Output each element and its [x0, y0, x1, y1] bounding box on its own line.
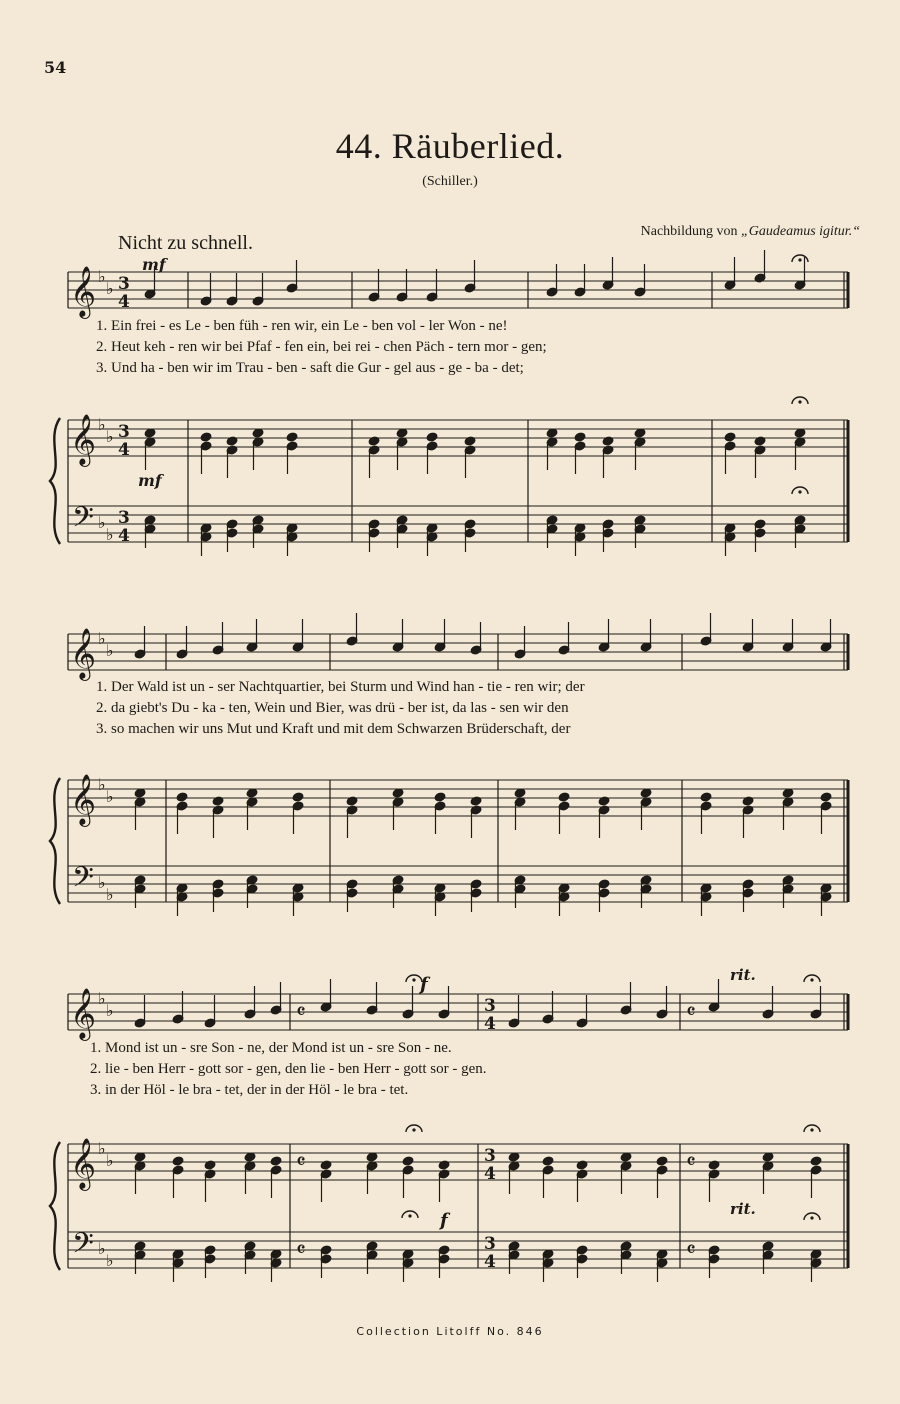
piano-treble-note — [708, 1160, 720, 1170]
piano-treble-note — [320, 1160, 332, 1170]
lyric-line: 3. so machen wir uns Mut und Kraft und mit dem Schwarzen Brüderschaft, der — [96, 721, 571, 737]
bass-clef-icon: 𝄢 — [72, 861, 94, 901]
lyric-line: 2. lie - ben Herr - gott sor - gen, den lie - ben Herr - gott sor - gen. — [90, 1061, 487, 1077]
flat-sign-icon: ♭ — [106, 279, 114, 298]
brace — [50, 1142, 60, 1270]
piano-treble-note — [346, 796, 358, 806]
piano-treble-note — [754, 436, 766, 446]
flat-sign-icon: ♭ — [98, 873, 106, 892]
attribution-work: „Gaudeamus igitur.“ — [740, 224, 860, 239]
flat-sign-icon: ♭ — [106, 885, 114, 904]
time-signature: 3 — [118, 422, 130, 442]
time-signature: 4 — [484, 1014, 496, 1034]
tempo-marking: Nicht zu schnell. — [118, 232, 253, 254]
fermata-icon — [810, 978, 813, 981]
piano-treble-note — [226, 436, 238, 446]
fermata-icon — [810, 1128, 813, 1131]
flat-sign-icon: ♭ — [98, 415, 106, 434]
piano-treble-note — [426, 432, 438, 442]
flat-sign-icon: ♭ — [98, 513, 106, 532]
piano-treble-note — [820, 792, 832, 802]
common-time-icon: 𝄴 — [686, 1238, 696, 1263]
time-signature: 4 — [118, 292, 130, 312]
lyric-line: 3. Und ha - ben wir im Trau - ben - saft die Gur - gel aus - ge - ba - det; — [96, 360, 524, 376]
lyric-line: 2. da giebt's Du - ka - ten, Wein und Bier, was drü - ber ist, da las - sen wir den — [96, 700, 569, 716]
fermata-icon — [798, 490, 801, 493]
flat-sign-icon: ♭ — [106, 1151, 114, 1170]
flat-sign-icon: ♭ — [98, 775, 106, 794]
piano-treble-note — [576, 1160, 588, 1170]
piano-treble-note — [602, 436, 614, 446]
brace — [50, 418, 60, 544]
treble-clef-icon: 𝄞 — [70, 774, 97, 825]
time-signature: 3 — [118, 508, 130, 528]
common-time-icon: 𝄴 — [686, 1150, 696, 1175]
treble-clef-icon: 𝄞 — [70, 1138, 97, 1189]
piano-treble-note — [742, 796, 754, 806]
piano-treble-note — [724, 432, 736, 442]
piano-treble-note — [172, 1156, 184, 1166]
lyric-line: 2. Heut keh - ren wir bei Pfaf - fen ein, bei rei - chen Päch - tern mor - gen; — [96, 339, 547, 355]
fermata-icon — [810, 1216, 813, 1219]
piano-treble-note — [212, 796, 224, 806]
time-signature: 3 — [484, 996, 496, 1016]
fermata-icon — [412, 1128, 415, 1131]
piano-treble-note — [542, 1156, 554, 1166]
piano-treble-note — [402, 1156, 414, 1166]
dynamic-mf: mf — [142, 255, 166, 274]
piano-treble-note — [204, 1160, 216, 1170]
treble-clef-icon: 𝄞 — [70, 988, 97, 1039]
piano-treble-note — [598, 796, 610, 806]
lyrics-system-3 — [90, 1038, 487, 1101]
piano-treble-note — [656, 1156, 668, 1166]
lyric-line: 1. Ein frei - es Le - ben füh - ren wir, ein Le - ben vol - ler Won - ne! — [96, 318, 508, 334]
lyrics-system-2 — [96, 677, 585, 740]
piano-treble-note — [470, 796, 482, 806]
flat-sign-icon: ♭ — [98, 1139, 106, 1158]
bass-clef-icon: 𝄢 — [72, 501, 94, 541]
time-signature: 3 — [484, 1234, 496, 1254]
ritardando-marking: rit. — [730, 966, 756, 984]
time-signature: 3 — [118, 274, 130, 294]
piano-treble-note — [438, 1160, 450, 1170]
piano-treble-note — [464, 436, 476, 446]
piano-treble-note — [558, 792, 570, 802]
time-signature: 4 — [118, 440, 130, 460]
brace — [50, 778, 60, 904]
ritardando-marking: rit. — [730, 1200, 756, 1218]
page-number: 54 — [44, 58, 67, 77]
time-signature: 4 — [484, 1164, 496, 1184]
treble-clef-icon: 𝄞 — [70, 266, 97, 317]
common-time-icon: 𝄴 — [296, 1150, 306, 1175]
lyrics-system-1 — [96, 316, 547, 379]
piano-treble-note — [810, 1156, 822, 1166]
treble-clef-icon: 𝄞 — [70, 414, 97, 465]
piano-treble-note — [200, 432, 212, 442]
piano-treble-note — [434, 792, 446, 802]
lyric-line: 1. Der Wald ist un - ser Nachtquartier, bei Sturm und Wind han - tie - ren wir; der — [96, 679, 585, 695]
time-signature: 4 — [118, 526, 130, 546]
bass-clef-icon: 𝄢 — [72, 1227, 94, 1267]
treble-clef-icon: 𝄞 — [70, 628, 97, 679]
fermata-icon — [798, 400, 801, 403]
piano-treble-note — [270, 1156, 282, 1166]
flat-sign-icon: ♭ — [98, 629, 106, 648]
dynamic-f: f — [420, 974, 428, 995]
attribution-prefix: Nachbildung von — [640, 224, 741, 239]
flat-sign-icon: ♭ — [106, 641, 114, 660]
publisher-footer: Collection Litolff No. 846 — [356, 1325, 544, 1338]
flat-sign-icon: ♭ — [106, 525, 114, 544]
fermata-icon — [408, 1214, 411, 1217]
piano-treble-note — [368, 436, 380, 446]
dynamic-f: f — [440, 1210, 448, 1231]
lyric-line: 3. in der Höl - le bra - tet, der in der Höl - le bra - tet. — [90, 1082, 409, 1098]
piano-treble-note — [286, 432, 298, 442]
flat-sign-icon: ♭ — [106, 787, 114, 806]
flat-sign-icon: ♭ — [106, 427, 114, 446]
flat-sign-icon: ♭ — [98, 267, 106, 286]
piano-treble-note — [292, 792, 304, 802]
common-time-icon: 𝄴 — [296, 1000, 306, 1025]
piano-treble-note — [700, 792, 712, 802]
time-signature: 3 — [484, 1146, 496, 1166]
flat-sign-icon: ♭ — [98, 1239, 106, 1258]
flat-sign-icon: ♭ — [106, 1001, 114, 1020]
piano-treble-note — [176, 792, 188, 802]
flat-sign-icon: ♭ — [98, 989, 106, 1008]
common-time-icon: 𝄴 — [686, 1000, 696, 1025]
dynamic-mf: mf — [138, 471, 162, 490]
song-subtitle: (Schiller.) — [422, 174, 478, 189]
lyric-line: 1. Mond ist un - sre Son - ne, der Mond ist un - sre Son - ne. — [90, 1040, 452, 1056]
fermata-icon — [412, 978, 415, 981]
time-signature: 4 — [484, 1252, 496, 1272]
piano-treble-note — [574, 432, 586, 442]
fermata-icon — [798, 258, 801, 261]
song-title: 44. Räuberlied. — [335, 126, 565, 166]
common-time-icon: 𝄴 — [296, 1238, 306, 1263]
flat-sign-icon: ♭ — [106, 1251, 114, 1270]
